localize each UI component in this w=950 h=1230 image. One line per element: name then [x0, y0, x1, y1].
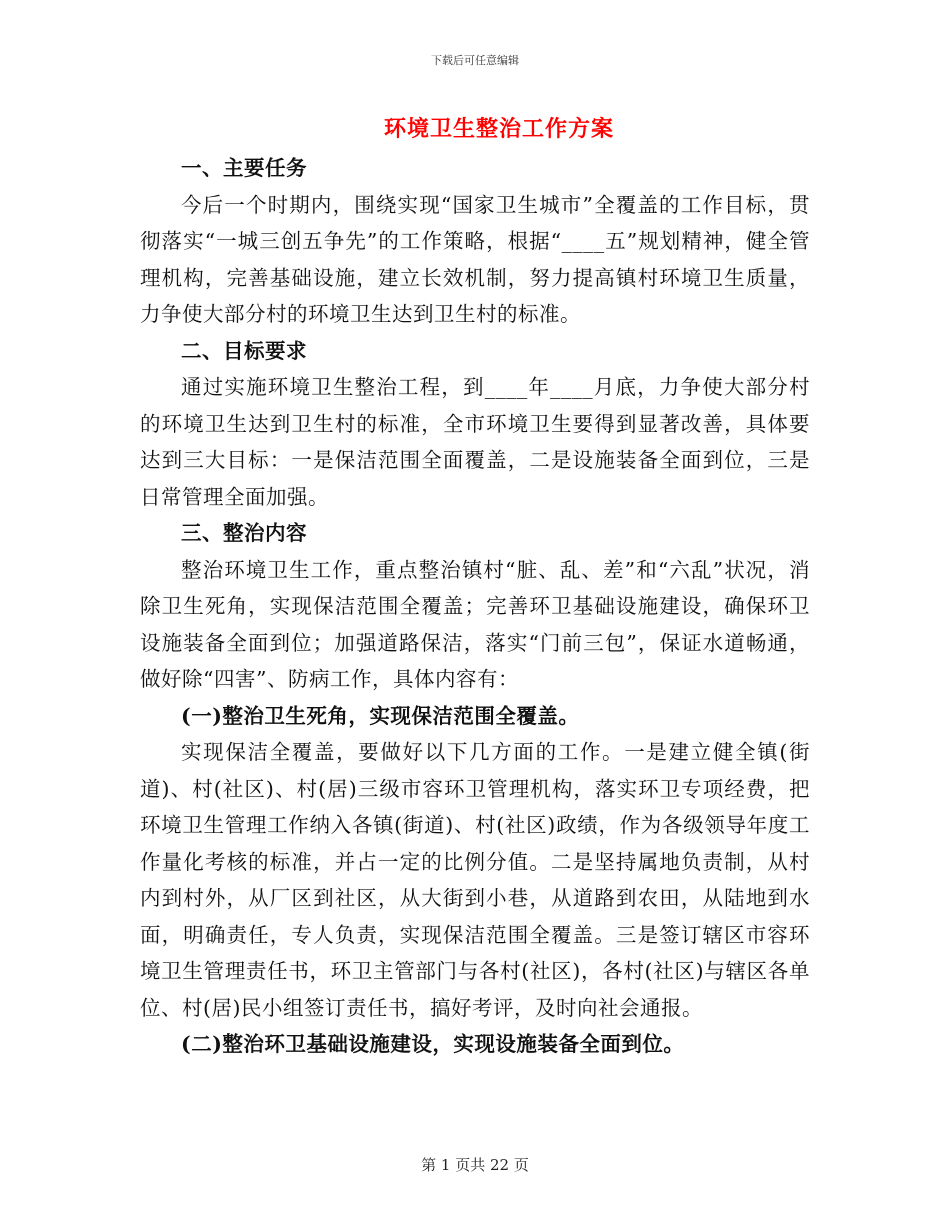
page-footer-number: 第 1 页共 22 页	[421, 1156, 529, 1174]
document-body	[140, 150, 810, 1063]
section-heading: 三、整治内容	[181, 521, 307, 545]
section-heading: 二、目标要求	[181, 338, 307, 363]
body-paragraph: 通过实施环境卫生整治工程，到____年____月底，力争使大部分村的环境卫生达到卫生村的标准，全市环境卫生要得到显著改善，具体要达到三大目标：一是保洁范围全面覆盖，二是设施装备全面到位，三是日常管理全面加强。	[140, 375, 810, 509]
section-heading: 一、主要任务	[181, 156, 307, 180]
body-paragraph: 今后一个时期内，围绕实现“国家卫生城市”全覆盖的工作目标，贯彻落实“一城三创五争先”的工作策略，根据“____五”规划精神，健全管理机构，完善基础设施，建立长效机制，努力提高镇村环境卫生质量，力争使大部分村的环境卫生达到卫生村的标准。	[140, 192, 810, 326]
document-title: 环境卫生整治工作方案	[383, 116, 614, 142]
body-paragraph: 整治环境卫生工作，重点整治镇村“脏、乱、差”和“六乱”状况，消除卫生死角，实现保洁范围全覆盖；完善环卫基础设施建设，确保环卫设施装备全面到位；加强道路保洁，落实“门前三包”，保证水道畅通，做好除“四害”、防病工作，具体内容有：	[140, 557, 810, 691]
body-paragraph: 实现保洁全覆盖，要做好以下几方面的工作。一是建立健全镇(街道)、村(社区)、村(居)三级市容环卫管理机构，落实环卫专项经费，把环境卫生管理工作纳入各镇(街道)、村(社区)政绩，作为各级领导年度工作量化考核的标准，并占一定的比例分值。二是坚持属地负责制，从村内到村外，从厂区到社区，从大街到小巷，从道路到农田，从陆地到水面，明确责任，专人负责，实现保洁范围全覆盖。三是签订辖区市容环境卫生管理责任书，环卫主管部门与各村(社区)，各村(社区)与辖区各单位、村(居)民小组签订责任书，搞好考评，及时向社会通报。	[140, 740, 810, 1020]
subsection-heading: (二)整治环卫基础设施建设，实现设施装备全面到位。	[181, 1032, 685, 1056]
page-header-note: 下载后可任意编辑	[431, 54, 519, 67]
subsection-heading: (一)整治卫生死角，实现保洁范围全覆盖。	[181, 703, 580, 728]
